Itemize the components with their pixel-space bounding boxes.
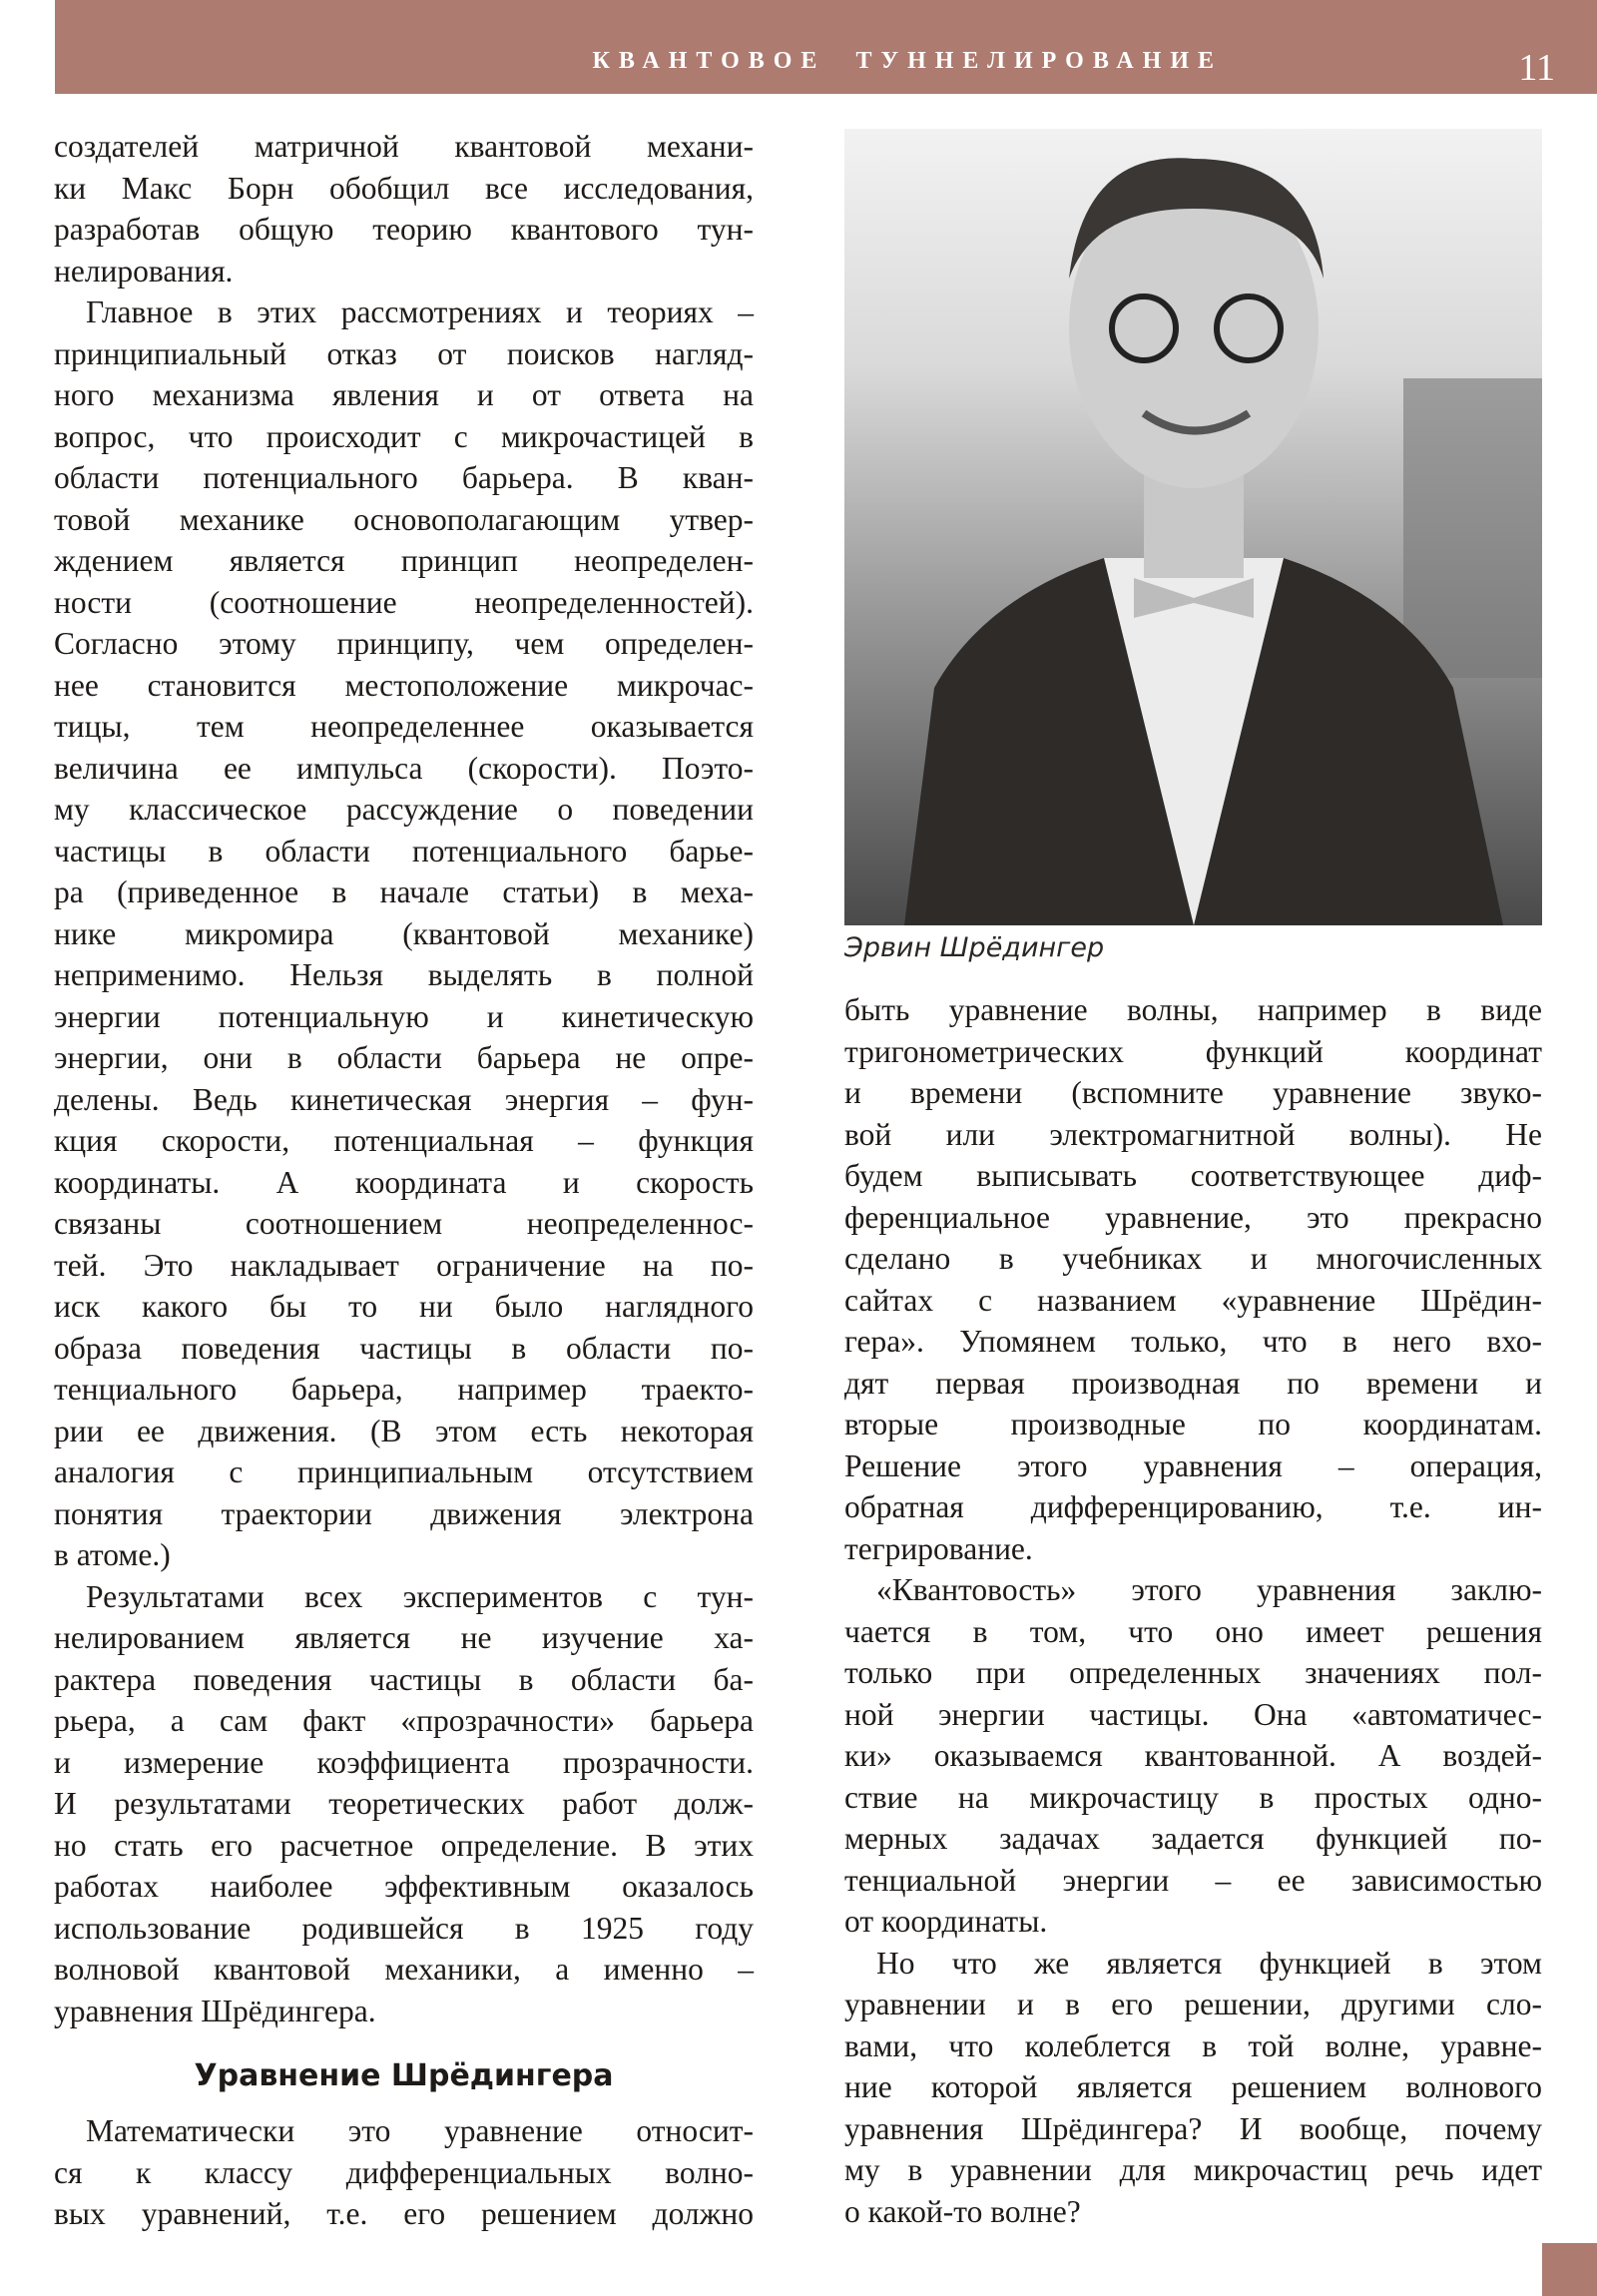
text-line: от координаты. <box>844 1904 1048 1939</box>
text-line: рактера поведения частицы в области ба- <box>54 1661 754 1697</box>
right-column-text <box>844 989 1542 2232</box>
text-line: нелированием является не изучение ха- <box>54 1620 754 1655</box>
text-line: ра (приведенное в начале статьи) в меха- <box>54 874 754 909</box>
text-line: делены. Ведь кинетическая энергия – фун- <box>54 1081 754 1117</box>
text-line: но стать его расчетное определение. В этих <box>54 1827 754 1863</box>
text-line: чается в том, что оно имеет решения <box>844 1613 1542 1649</box>
text-line: кция скорости, потенциальная – функция <box>54 1123 754 1158</box>
text-line: области потенциального барьера. В кван- <box>54 460 754 495</box>
text-line: ного механизма явления и от ответа на <box>54 377 754 412</box>
text-line: ности (соотношение неопределенностей). <box>54 584 754 620</box>
text-line: вой или электромагнитной волны). Не <box>844 1116 1542 1152</box>
text-line: сделано в учебниках и многочисленных <box>844 1241 1542 1276</box>
text-line: му в уравнении для микрочастиц речь идет <box>844 2152 1542 2187</box>
text-line: создателей матричной квантовой механи- <box>54 129 754 164</box>
text-line: дят первая производная по времени и <box>844 1365 1542 1401</box>
text-line: волновой квантовой механики, а именно – <box>54 1952 754 1987</box>
text-line: нике микромира (квантовой механике) <box>54 915 754 951</box>
text-line: ки Макс Борн обобщил все исследования, <box>54 170 754 206</box>
text-line: ференциальное уравнение, это прекрасно <box>844 1199 1542 1235</box>
text-line: тригонометрических функций координат <box>844 1033 1542 1069</box>
text-line: мерных задачах задается функцией по- <box>844 1821 1542 1856</box>
text-line: аналогия с принципиальным отсутствием <box>54 1454 754 1489</box>
text-line: ствие на микрочастицу в простых одно- <box>844 1779 1542 1815</box>
text-line: частицы в области потенциального барье- <box>54 833 754 868</box>
text-line: товой механике основополагающим утвер- <box>54 501 754 537</box>
text-line: вопрос, что происходит с микрочастицей в <box>54 418 754 454</box>
text-line: ной энергии частицы. Она «автоматичес- <box>844 1696 1542 1732</box>
text-line: иск какого бы то ни было наглядного <box>54 1289 754 1324</box>
text-line: понятия траектории движения электрона <box>54 1495 754 1531</box>
text-line: величина ее импульса (скорости). Поэто- <box>54 750 754 786</box>
header-title: КВАНТОВОЕ ТУННЕЛИРОВАНИЕ <box>592 48 1223 74</box>
text-line: «Квантовость» этого уравнения заклю- <box>876 1572 1542 1607</box>
text-line: будем выписывать соответствующее диф- <box>844 1158 1542 1193</box>
text-line: Решение этого уравнения – операция, <box>844 1447 1542 1483</box>
text-line: работах наиболее эффективным оказалось <box>54 1869 754 1904</box>
text-line: быть уравнение волны, например в виде <box>844 992 1542 1027</box>
text-line: обратная дифференцированию, т.е. ин- <box>844 1489 1542 1524</box>
text-line: рьера, а сам факт «прозрачности» барьера <box>54 1703 754 1738</box>
text-line: разработав общую теорию квантового тун- <box>54 212 754 247</box>
text-line: неприменимо. Нельзя выделять в полной <box>54 957 754 992</box>
corner-decoration <box>1542 2243 1597 2296</box>
text-line: и измерение коэффициента прозрачности. <box>54 1744 754 1780</box>
text-line: рии ее движения. (В этом есть некоторая <box>54 1413 754 1448</box>
text-line: уравнения Шрёдингера? И вообще, почему <box>844 2110 1542 2146</box>
text-line: и времени (вспомните уравнение звуко- <box>844 1075 1542 1110</box>
text-line: Математически это уравнение относит- <box>86 2113 754 2148</box>
text-line: связаны соотношением неопределеннос- <box>54 1206 754 1241</box>
text-line: уравнении и в его решении, другими сло- <box>844 1987 1542 2021</box>
text-line: нее становится местоположение микрочас- <box>54 667 754 703</box>
left-column-text-continued <box>54 2110 754 2235</box>
text-line: гера». Упомянем только, что в него вхо- <box>844 1324 1542 1359</box>
text-line: тей. Это накладывает ограничение на по- <box>54 1247 754 1283</box>
running-header <box>55 0 1597 94</box>
text-line: энергии потенциальную и кинетическую <box>54 998 754 1034</box>
text-line: Главное в этих рассмотрениях и теориях – <box>86 294 754 329</box>
text-line: Результатами всех экспериментов с тун- <box>86 1578 754 1614</box>
text-line: тегрирование. <box>844 1530 1033 1566</box>
text-line: Но что же является функцией в этом <box>876 1945 1542 1981</box>
text-line: вых уравнений, т.е. его решением должно <box>54 2196 754 2231</box>
section-heading: Уравнение Шрёдингера <box>194 2058 614 2093</box>
text-line: вторые производные по координатам. <box>844 1407 1542 1441</box>
text-line: принципиальный отказ от поисков нагляд- <box>54 335 754 371</box>
text-line: уравнения Шрёдингера. <box>54 1993 376 2028</box>
text-line: тенциальной энергии – ее зависимостью <box>844 1862 1542 1898</box>
text-line: энергии, они в области барьера не опре- <box>54 1040 754 1075</box>
text-line: ние которой является решением волнового <box>844 2069 1542 2104</box>
text-line: координаты. А координата и скорость <box>54 1164 754 1200</box>
photo-caption: Эрвин Шрёдингер <box>844 932 1105 963</box>
text-line: только при определенных значениях пол- <box>844 1655 1542 1690</box>
text-line: вами, что колеблется в той волне, уравне- <box>844 2027 1542 2063</box>
text-line: нелирования. <box>54 253 234 288</box>
text-line: му классическое рассуждение о поведении <box>54 792 754 827</box>
text-line: ся к классу дифференциальных волно- <box>54 2154 754 2190</box>
text-line: образа поведения частицы в области по- <box>54 1330 754 1366</box>
text-line: И результатами теоретических работ долж- <box>54 1786 754 1821</box>
text-line: ки» оказываемся квантованной. А воздей- <box>844 1738 1542 1773</box>
text-line: ждением является принцип неопределен- <box>54 543 754 578</box>
portrait-image <box>844 129 1542 925</box>
text-line: тенциального барьера, например траекто- <box>54 1372 754 1407</box>
left-column-text <box>54 126 754 2031</box>
text-line: сайтах с названием «уравнение Шрёдин- <box>844 1282 1542 1318</box>
text-line: в атоме.) <box>54 1537 171 1572</box>
text-line: о какой-то волне? <box>844 2193 1081 2229</box>
page-number: 11 <box>1518 47 1555 89</box>
text-line: использование родившейся в 1925 году <box>54 1910 754 1946</box>
text-line: тицы, тем неопределеннее оказывается <box>54 709 754 744</box>
text-line: Согласно этому принципу, чем определен- <box>54 626 754 661</box>
portrait-photo <box>844 129 1542 925</box>
